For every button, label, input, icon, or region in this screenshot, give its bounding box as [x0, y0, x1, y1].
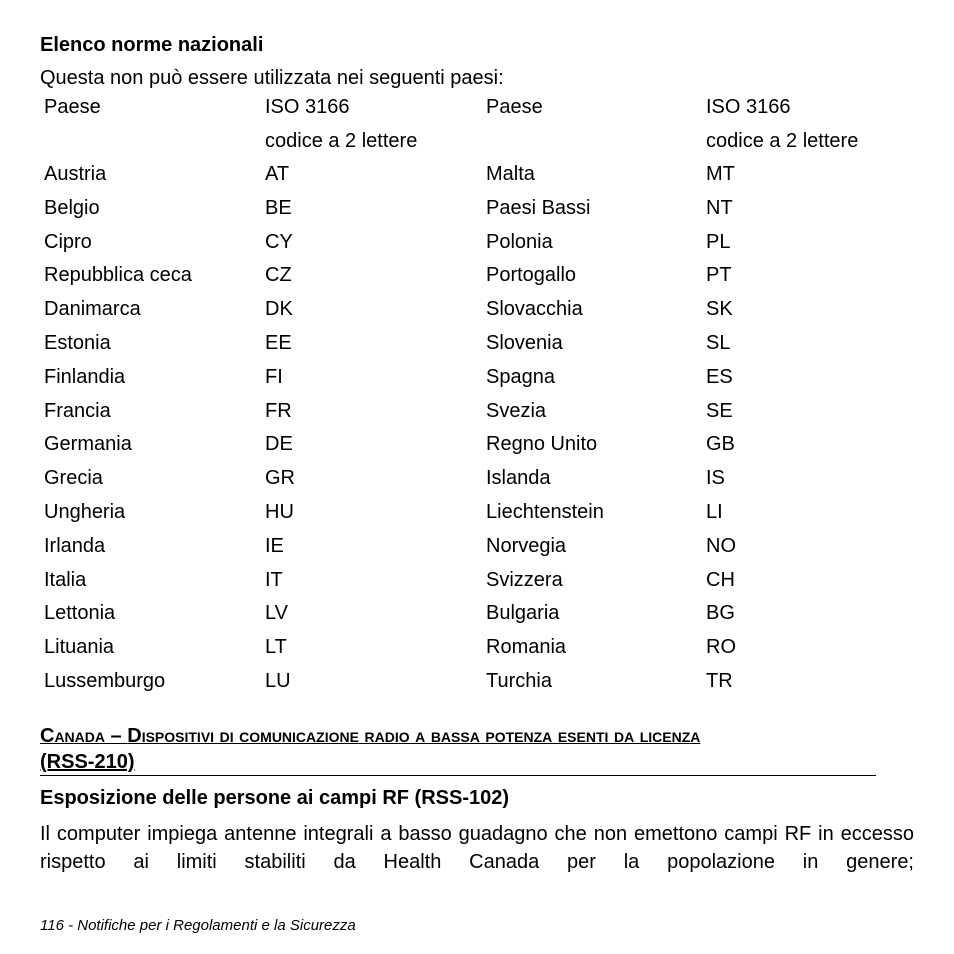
table-row [44, 229, 924, 263]
iso-code-cell: BE [265, 196, 292, 219]
country-cell: Francia [44, 399, 111, 422]
country-cell: Romania [486, 636, 567, 659]
iso-code-cell: IS [706, 467, 725, 490]
header-country-1: Paese [44, 96, 101, 118]
table-row [44, 195, 924, 229]
iso-code-cell: TR [706, 669, 733, 692]
country-cell: Regno Unito [486, 433, 598, 456]
country-cell: Ungheria [44, 500, 126, 523]
country-cell: Svezia [486, 399, 547, 422]
table-row [44, 465, 924, 499]
country-cell: Portogallo [486, 264, 577, 287]
table-row [44, 668, 924, 702]
iso-code-cell: IT [265, 568, 283, 591]
country-cell: Islanda [486, 467, 551, 490]
country-cell: Malta [486, 163, 535, 185]
iso-code-cell: FI [265, 365, 283, 388]
table-body [44, 161, 924, 702]
country-cell: Polonia [486, 230, 553, 253]
section-heading: Elenco norme nazionali [40, 34, 264, 56]
country-cell: Italia [44, 568, 87, 591]
subheading: Esposizione delle persone ai campi RF (RSS-102) [40, 787, 510, 809]
iso-code-cell: GB [706, 433, 735, 456]
intro-text: Questa non può essere utilizzata nei seguenti paesi: [40, 67, 504, 89]
header-iso-1-sub: codice a 2 lettere [265, 130, 418, 152]
country-cell: Svizzera [486, 568, 563, 591]
iso-code-cell: BG [706, 602, 735, 625]
header-country-2: Paese [486, 96, 543, 118]
table-row [44, 364, 924, 398]
iso-code-cell: LV [265, 602, 288, 625]
table-header [44, 94, 924, 161]
iso-code-cell: CZ [265, 264, 292, 287]
table-row [44, 431, 924, 465]
country-cell: Cipro [44, 230, 92, 253]
table-row [44, 567, 924, 601]
iso-code-cell: MT [706, 163, 735, 185]
table-row [44, 296, 924, 330]
country-cell: Austria [44, 163, 107, 185]
iso-code-cell: DK [265, 298, 293, 321]
country-cell: Liechtenstein [486, 500, 604, 523]
iso-code-cell: PT [706, 264, 732, 287]
country-cell: Paesi Bassi [486, 196, 591, 219]
iso-code-cell: CH [706, 568, 735, 591]
country-cell: Irlanda [44, 534, 106, 557]
table-row [44, 262, 924, 296]
iso-code-cell: DE [265, 433, 293, 456]
iso-code-cell: SL [706, 331, 731, 354]
country-cell: Estonia [44, 331, 111, 354]
country-cell: Lituania [44, 636, 115, 659]
header-iso-2-sub: codice a 2 lettere [706, 130, 859, 152]
country-cell: Belgio [44, 196, 100, 219]
canada-title-dash: – [105, 725, 128, 747]
header-iso-1: ISO 3166 [265, 96, 350, 118]
country-cell: Slovacchia [486, 298, 583, 321]
iso-code-cell: LI [706, 500, 723, 523]
country-cell: Lussemburgo [44, 669, 166, 692]
table-row [44, 634, 924, 668]
canada-title-text: Dispositivi di comunicazione radio a bassa potenza esenti da licenza [127, 725, 701, 747]
canada-section-title [40, 723, 876, 776]
iso-code-cell: LU [265, 669, 291, 692]
canada-title-country: Canada [40, 725, 105, 747]
country-cell: Repubblica ceca [44, 264, 192, 287]
country-cell: Slovenia [486, 331, 563, 354]
iso-code-cell: EE [265, 331, 292, 354]
country-cell: Spagna [486, 365, 555, 388]
country-cell: Grecia [44, 467, 103, 490]
iso-code-cell: SK [706, 298, 733, 321]
iso-code-cell: PL [706, 230, 731, 253]
table-row [44, 161, 924, 195]
canada-title-code: (RSS-210) [40, 751, 135, 773]
iso-code-cell: ES [706, 365, 733, 388]
table-row [44, 533, 924, 567]
country-cell: Lettonia [44, 602, 116, 625]
country-cell: Bulgaria [486, 602, 560, 625]
table-row [44, 499, 924, 533]
country-cell: Germania [44, 433, 132, 456]
country-table [44, 94, 924, 702]
page-footer: 116 - Notifiche per i Regolamenti e la Sicurezza [40, 917, 356, 934]
table-row [44, 330, 924, 364]
table-row [44, 600, 924, 634]
iso-code-cell: RO [706, 636, 736, 659]
table-row [44, 398, 924, 432]
iso-code-cell: IE [265, 534, 284, 557]
iso-code-cell: AT [265, 163, 290, 185]
iso-code-cell: NT [706, 196, 733, 219]
header-iso-2: ISO 3166 [706, 96, 791, 118]
country-cell: Finlandia [44, 365, 126, 388]
iso-code-cell: GR [265, 467, 295, 490]
iso-code-cell: NO [706, 534, 736, 557]
country-cell: Turchia [486, 669, 552, 692]
iso-code-cell: HU [265, 500, 294, 523]
iso-code-cell: CY [265, 230, 293, 253]
iso-code-cell: LT [265, 636, 287, 659]
iso-code-cell: FR [265, 399, 292, 422]
country-cell: Danimarca [44, 298, 141, 321]
iso-code-cell: SE [706, 399, 733, 422]
body-paragraph: Il computer impiega antenne integrali a basso guadagno che non emettono campi RF in eccesso rispetto ai limiti stabiliti da Health Canada per la popolazione in genere; [40, 823, 914, 873]
country-cell: Norvegia [486, 534, 567, 557]
